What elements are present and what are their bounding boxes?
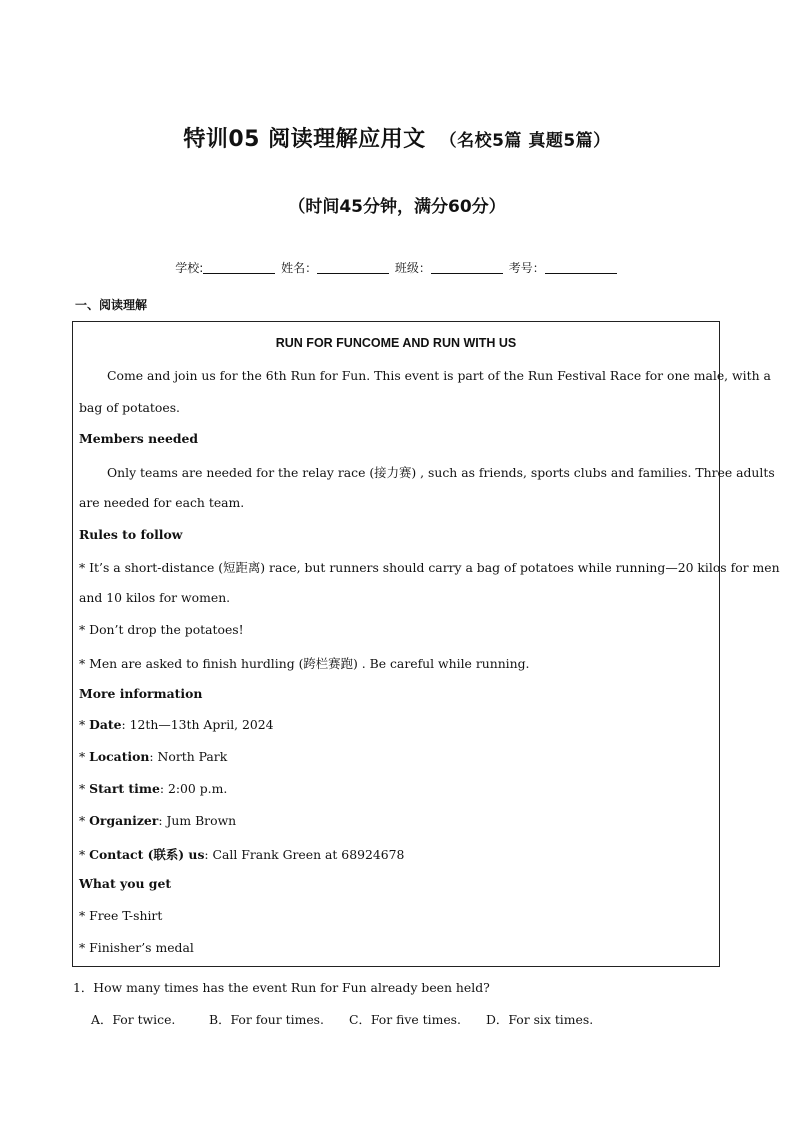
- exam-number-field[interactable]: [545, 261, 617, 274]
- class-field[interactable]: [431, 261, 503, 274]
- passage-box: [72, 321, 720, 967]
- section-title: 一、阅读理解: [75, 298, 148, 312]
- option-c[interactable]: C．For five times.: [349, 1012, 461, 1027]
- contact-label: Contact (联系) us: [89, 847, 205, 862]
- question-1: 1．How many times has the event Run for Fun already been held?: [73, 980, 490, 995]
- school-label: 学校:: [175, 261, 204, 275]
- class-label: 班级：: [394, 261, 431, 275]
- student-info-row: [0, 259, 794, 276]
- rule-3: * Men are asked to finish hurdling (跨栏赛跑) . Be careful while running.: [79, 656, 530, 671]
- organizer-item: * Organizer: Jum Brown: [79, 813, 237, 828]
- start-time-value: : 2:00 p.m.: [159, 781, 228, 796]
- name-field[interactable]: [317, 261, 389, 274]
- intro-line-2: bag of potatoes.: [79, 400, 181, 415]
- location-value: : North Park: [149, 749, 228, 764]
- title-main: 特训05 阅读理解应用文: [183, 127, 426, 152]
- members-heading: Members needed: [79, 431, 199, 446]
- start-time-item: * Start time: 2:00 p.m.: [79, 781, 228, 796]
- rule-1-line-1: * It’s a short-distance (短距离) race, but runners should carry a bag of potatoes while running—20 kilos for men: [79, 560, 780, 575]
- option-d[interactable]: D．For six times.: [486, 1012, 594, 1027]
- members-line-2: are needed for each team.: [79, 495, 245, 510]
- benefit-tshirt: * Free T-shirt: [79, 908, 163, 923]
- rules-heading: Rules to follow: [79, 527, 183, 542]
- organizer-label: Organizer: [89, 813, 159, 828]
- rule-1-line-2: and 10 kilos for women.: [79, 590, 231, 605]
- passage-title: RUN FOR FUNCOME AND RUN WITH US: [275, 336, 517, 350]
- option-a[interactable]: A．For twice.: [91, 1012, 176, 1027]
- members-line-1: Only teams are needed for the relay race (接力赛) , such as friends, sports clubs and families. Three adults: [107, 465, 775, 480]
- date-item: * Date: 12th—13th April, 2024: [79, 717, 274, 732]
- contact-value: : Call Frank Green at 68924678: [204, 847, 405, 862]
- location-item: * Location: North Park: [79, 749, 228, 764]
- option-b[interactable]: B．For four times.: [209, 1012, 324, 1027]
- page-title: [0, 122, 794, 153]
- start-time-label: Start time: [89, 781, 160, 796]
- time-limit: （时间45分钟，满分60分）: [288, 197, 506, 217]
- exam-number-label: 考号：: [508, 261, 545, 275]
- rule-2: * Don’t drop the potatoes!: [79, 622, 244, 637]
- more-info-heading: More information: [79, 686, 203, 701]
- what-you-get-heading: What you get: [79, 876, 172, 891]
- date-label: Date: [89, 717, 122, 732]
- question-1-options: [91, 1010, 593, 1028]
- name-label: 姓名：: [281, 261, 318, 275]
- title-sub: （名校5篇 真题5篇）: [439, 131, 611, 151]
- date-value: : 12th—13th April, 2024: [121, 717, 274, 732]
- contact-item: * Contact (联系) us: Call Frank Green at 68924678: [79, 847, 405, 862]
- school-field[interactable]: [203, 261, 275, 274]
- organizer-value: : Jum Brown: [158, 813, 237, 828]
- location-label: Location: [89, 749, 150, 764]
- intro-line-1: Come and join us for the 6th Run for Fun. This event is part of the Run Festival Race for one male, with a: [107, 368, 771, 383]
- benefit-medal: * Finisher’s medal: [79, 940, 194, 955]
